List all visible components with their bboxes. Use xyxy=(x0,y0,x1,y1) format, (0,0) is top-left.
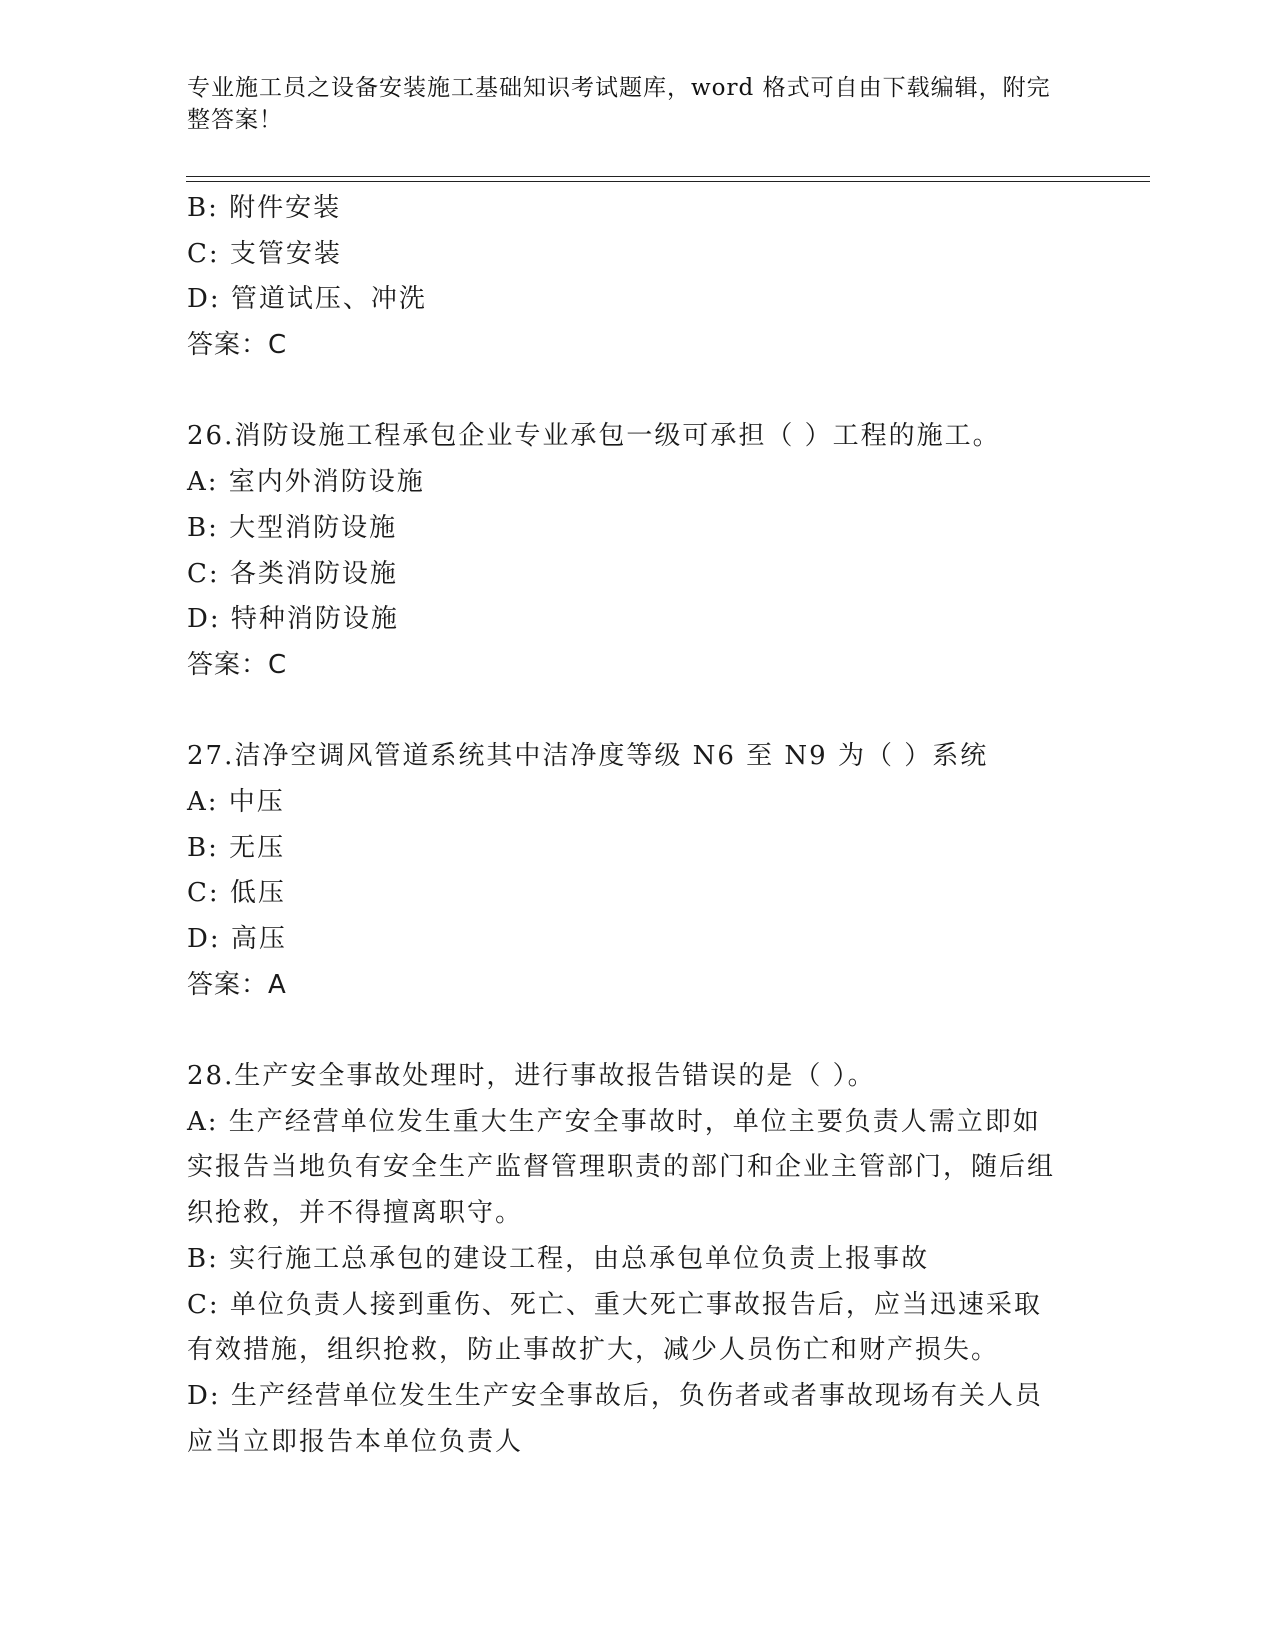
answer: 答案：C xyxy=(187,649,288,680)
question-28 xyxy=(187,1054,1087,1465)
question-27 xyxy=(187,734,1087,1008)
answer: 答案：A xyxy=(187,969,287,1000)
spacer xyxy=(187,689,1087,735)
question-list xyxy=(187,186,1087,1465)
option-c: C: 低压 xyxy=(187,878,286,909)
option-c: C: 各类消防设施 xyxy=(187,558,398,589)
header-divider-bottom xyxy=(186,181,1150,182)
question-25-tail xyxy=(187,186,1087,369)
option-d: D: 生产经营单位发生生产安全事故后，负伤者或者事故现场有关人员应当立即报告本单位负责人 xyxy=(187,1380,1043,1457)
option-b: B: 附件安装 xyxy=(187,193,342,223)
option-d: D: 特种消防设施 xyxy=(187,604,399,635)
option-a: A: 室内外消防设施 xyxy=(187,467,425,498)
option-b: B: 大型消防设施 xyxy=(187,512,398,543)
option-c: C: 支管安装 xyxy=(187,238,342,269)
option-d: D: 高压 xyxy=(187,924,287,954)
option-d: D: 管道试压、冲洗 xyxy=(187,284,427,315)
document-header: 专业施工员之设备安装施工基础知识考试题库，word 格式可自由下载编辑，附完整答案！ xyxy=(187,75,1051,133)
header-divider-top xyxy=(186,176,1150,177)
spacer xyxy=(187,369,1087,415)
question-26 xyxy=(187,414,1087,688)
question-text: 27.洁净空调风管道系统其中洁净度等级 N6 至 N9 为（ ）系统 xyxy=(187,741,989,772)
option-b: B: 无压 xyxy=(187,832,286,863)
answer: 答案：C xyxy=(187,330,288,361)
option-b: B: 实行施工总承包的建设工程，由总承包单位负责上报事故 xyxy=(187,1243,930,1274)
option-a: A: 中压 xyxy=(187,786,285,817)
option-c: C: 单位负责人接到重伤、死亡、重大死亡事故报告后，应当迅速采取有效措施，组织抢救，防止事故扩大，减少人员伤亡和财产损失。 xyxy=(187,1289,1042,1366)
spacer xyxy=(187,1008,1087,1054)
question-text: 26.消防设施工程承包企业专业承包一级可承担（ ）工程的施工。 xyxy=(187,421,1001,452)
question-text: 28.生产安全事故处理时，进行事故报告错误的是（ ）。 xyxy=(187,1061,876,1092)
option-a: A: 生产经营单位发生重大生产安全事故时，单位主要负责人需立即如实报告当地负有安全生产监督管理职责的部门和企业主管部门，随后组织抢救，并不得擅离职守。 xyxy=(187,1106,1056,1229)
